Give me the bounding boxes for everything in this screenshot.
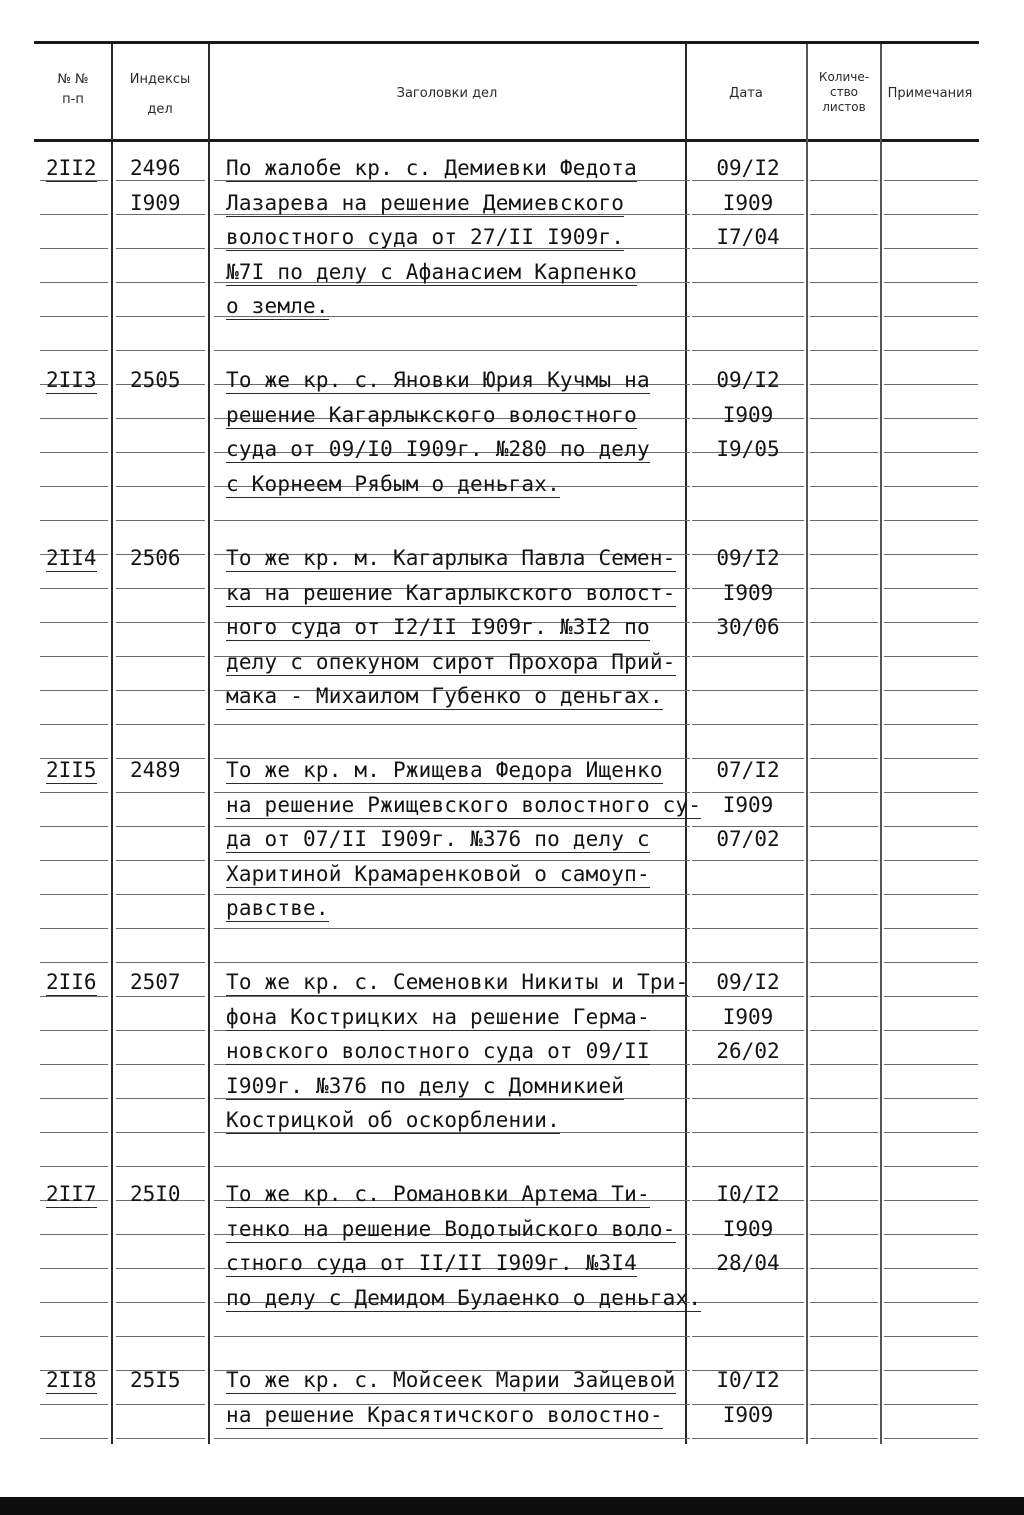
ruled-line [40, 1234, 108, 1235]
header-index: Индексы дел [129, 72, 191, 117]
entry-index: 2496 [130, 156, 181, 180]
ruled-line [40, 826, 108, 827]
ruled-line [884, 520, 978, 521]
entry-date: I0/I2 [716, 1368, 780, 1392]
ruled-line [884, 248, 978, 249]
ruled-line [810, 418, 878, 419]
ruled-line [810, 1370, 878, 1371]
ruled-line [810, 1302, 878, 1303]
entry-number: 2II8 [46, 1368, 97, 1392]
entry-title-line: мака - Михаилом Губенко о деньгах. [226, 684, 663, 708]
ruled-line [884, 690, 978, 691]
entry-title-line: делу с опекуном сирот Прохора Прий- [226, 649, 676, 674]
entry-date: I909 [722, 1004, 774, 1029]
ruled-line [884, 1404, 978, 1405]
entry-date: I909 [722, 792, 774, 817]
ruled-line [884, 792, 978, 793]
ruled-line [810, 316, 878, 317]
ruled-line [40, 1166, 108, 1167]
ruled-line [40, 214, 108, 215]
entry-title-line: на решение Красятичского волостно- [226, 1402, 663, 1427]
ruled-line [692, 928, 804, 929]
ruled-line [810, 656, 878, 657]
ruled-line [116, 690, 205, 691]
entry-index: 2506 [130, 546, 181, 570]
ruled-line [214, 520, 690, 521]
entry-date: 09/I2 [716, 156, 780, 180]
entry-title-line: решение Кагарлыкского волостного [226, 402, 637, 427]
ruled-line [40, 1030, 108, 1031]
ruled-line [884, 1336, 978, 1337]
entry-title-line: стного суда от II/II I909г. №3I4 [226, 1251, 637, 1275]
ruled-line [810, 350, 878, 351]
ruled-line [116, 1438, 205, 1439]
entry-date: I909 [722, 1216, 774, 1241]
ruled-line [884, 1268, 978, 1269]
ruled-line [40, 860, 108, 861]
ruled-line [810, 690, 878, 691]
ruled-line [692, 996, 804, 997]
ruled-line [116, 248, 205, 249]
ruled-line [810, 282, 878, 283]
entry-date: I909 [722, 190, 774, 215]
ruled-line [810, 248, 878, 249]
ruled-line [116, 1064, 205, 1065]
ruled-line [810, 996, 878, 997]
ruled-line [810, 452, 878, 453]
ruled-line [692, 350, 804, 351]
ruled-line [810, 384, 878, 385]
ruled-line [810, 1098, 878, 1099]
ruled-line [116, 792, 205, 793]
entry-date: I7/04 [716, 225, 780, 249]
header-sheet-count: Количе- ство листов [818, 70, 870, 114]
entry-title-line: То же кр. с. Яновки Юрия Кучмы на [226, 368, 650, 392]
ruled-line [884, 656, 978, 657]
ruled-line [692, 1132, 804, 1133]
ruled-line [40, 316, 108, 317]
ruled-line [116, 520, 205, 521]
ruled-line [884, 214, 978, 215]
header-date: Дата [729, 86, 763, 101]
ruled-line [884, 962, 978, 963]
header-notes: Примечания [887, 86, 973, 101]
ruled-line [40, 588, 108, 589]
entry-title-line: новского волостного суда от 09/II [226, 1039, 650, 1063]
ruled-line [692, 1302, 804, 1303]
entry-title-line: №7I по делу с Афанасием Карпенко [226, 259, 637, 284]
entry-date: 07/02 [716, 827, 780, 851]
ruled-line [692, 1064, 804, 1065]
ruled-line [810, 180, 878, 181]
ruled-line [884, 1166, 978, 1167]
ruled-line [884, 180, 978, 181]
ruled-line [214, 724, 690, 725]
entry-date: 30/06 [716, 615, 780, 639]
entry-date: 26/02 [716, 1039, 780, 1063]
ruled-line [40, 1132, 108, 1133]
entry-title-line: То же кр. с. Романовки Артема Ти- [226, 1182, 650, 1206]
entry-title-line: равстве. [226, 896, 329, 920]
ruled-line [884, 826, 978, 827]
ruled-line [884, 316, 978, 317]
ruled-line [810, 758, 878, 759]
ruled-line [884, 894, 978, 895]
entry-title-line: по делу с Демидом Булаенко о деньгах. [226, 1285, 702, 1310]
entry-title-line: Харитиной Крамаренковой о самоуп- [226, 861, 650, 886]
ruled-line [692, 1336, 804, 1337]
entry-date: I909 [722, 402, 774, 427]
ruled-line [884, 860, 978, 861]
ruled-line [214, 1166, 690, 1167]
entry-date: 28/04 [716, 1251, 780, 1275]
ruled-line [810, 486, 878, 487]
ruled-line [40, 622, 108, 623]
ruled-line [116, 1132, 205, 1133]
ruled-line [692, 962, 804, 963]
entry-title-line: фона Кострицких на решение Герма- [226, 1004, 650, 1029]
ruled-line [884, 1200, 978, 1201]
entry-number: 2II6 [46, 970, 97, 994]
column-divider-4 [806, 44, 808, 1444]
ruled-line [884, 1030, 978, 1031]
ruled-line [116, 656, 205, 657]
entry-number: 2II3 [46, 368, 97, 392]
ruled-line [810, 214, 878, 215]
ruled-line [692, 486, 804, 487]
ruled-line [692, 520, 804, 521]
ruled-line [884, 724, 978, 725]
ruled-line [40, 1064, 108, 1065]
ruled-line [116, 894, 205, 895]
entry-index: 25I5 [130, 1368, 181, 1392]
header-bottom-border [34, 139, 979, 142]
entry-index: 25I0 [130, 1182, 181, 1206]
ruled-line [884, 1132, 978, 1133]
entry-number: 2II7 [46, 1182, 97, 1206]
ruled-line [116, 282, 205, 283]
ruled-line [810, 894, 878, 895]
ruled-line [116, 826, 205, 827]
ruled-line [214, 996, 690, 997]
ruled-line [810, 962, 878, 963]
ruled-line [692, 1166, 804, 1167]
column-divider-2 [208, 44, 210, 1444]
entry-date: I0/I2 [716, 1182, 780, 1206]
ruled-line [116, 724, 205, 725]
ruled-line [884, 282, 978, 283]
ruled-line [40, 928, 108, 929]
header-number: № № п-п [57, 72, 89, 107]
ruled-line [810, 1166, 878, 1167]
ruled-line [40, 656, 108, 657]
ruled-line [884, 1234, 978, 1235]
ruled-line [810, 1336, 878, 1337]
ruled-line [884, 758, 978, 759]
entry-title-line: То же кр. с. Мойсеек Марии Зайцевой [226, 1368, 676, 1392]
ruled-line [40, 452, 108, 453]
entry-number: 2II4 [46, 546, 97, 570]
ruled-line [116, 486, 205, 487]
ruled-line [692, 1030, 804, 1031]
entry-title-line: ка на решение Кагарлыкского волост- [226, 580, 676, 605]
ruled-line [116, 588, 205, 589]
entry-date: I909 [722, 580, 774, 605]
entry-date: I9/05 [716, 437, 780, 461]
ruled-line [116, 1030, 205, 1031]
ruled-line [884, 1302, 978, 1303]
entry-date: 09/I2 [716, 970, 780, 994]
table-top-border [34, 41, 979, 44]
entry-title-line: волостного суда от 27/II I909г. [226, 225, 625, 249]
ruled-line [884, 486, 978, 487]
ruled-line [40, 282, 108, 283]
ruled-line [692, 316, 804, 317]
ruled-line [214, 1336, 690, 1337]
ruled-line [116, 1302, 205, 1303]
ruled-line [116, 1166, 205, 1167]
ruled-line [810, 792, 878, 793]
ruled-line [810, 1200, 878, 1201]
scan-bottom-edge [0, 1497, 1024, 1515]
ruled-line [116, 180, 205, 181]
ruled-line [40, 486, 108, 487]
ruled-line [810, 928, 878, 929]
ruled-line [810, 554, 878, 555]
ruled-line [214, 1438, 690, 1439]
ruled-line [116, 418, 205, 419]
entry-title-line: То же кр. с. Семеновки Никиты и Три- [226, 970, 689, 994]
column-divider-5 [880, 44, 882, 1444]
ruled-line [692, 1098, 804, 1099]
ruled-line [810, 724, 878, 725]
ruled-line [40, 792, 108, 793]
ruled-line [40, 1404, 108, 1405]
ruled-line [810, 1064, 878, 1065]
column-divider-1 [111, 44, 113, 1444]
entry-index: I909 [130, 190, 181, 215]
ruled-line [692, 1438, 804, 1439]
entry-title-line: ного суда от I2/II I909г. №3I2 по [226, 615, 650, 639]
ruled-line [40, 1098, 108, 1099]
ruled-line [40, 996, 108, 997]
ruled-line [692, 860, 804, 861]
ruled-line [692, 656, 804, 657]
ruled-line [116, 622, 205, 623]
ruled-line [214, 962, 690, 963]
ruled-line [40, 1302, 108, 1303]
entry-title-line: о земле. [226, 294, 329, 318]
ruled-line [884, 588, 978, 589]
entry-title-line: да от 07/II I909г. №376 по делу с [226, 827, 650, 851]
ruled-line [40, 1438, 108, 1439]
entry-title-line: Лазарева на решение Демиевского [226, 190, 625, 215]
ruled-line [884, 928, 978, 929]
ruled-line [692, 690, 804, 691]
ruled-line [116, 996, 205, 997]
ruled-line [116, 1336, 205, 1337]
ruled-line [810, 520, 878, 521]
ruled-line [116, 1268, 205, 1269]
ruled-line [810, 1404, 878, 1405]
entry-title-line: на решение Ржищевского волостного су- [226, 792, 702, 817]
ruled-line [40, 1336, 108, 1337]
entry-title-line: тенко на решение Водотыйского воло- [226, 1216, 676, 1241]
entry-index: 2505 [130, 368, 181, 392]
ruled-line [810, 588, 878, 589]
ruled-line [884, 554, 978, 555]
ruled-line [884, 622, 978, 623]
ruled-line [884, 996, 978, 997]
entry-number: 2II5 [46, 758, 97, 782]
ruled-line [40, 350, 108, 351]
ruled-line [40, 520, 108, 521]
ruled-line [810, 1438, 878, 1439]
ruled-line [40, 962, 108, 963]
entry-title-line: То же кр. м. Кагарлыка Павла Семен- [226, 546, 676, 570]
entry-date: 09/I2 [716, 368, 780, 392]
ruled-line [884, 1370, 978, 1371]
ruled-line [884, 350, 978, 351]
ruled-line [692, 894, 804, 895]
ruled-line [40, 690, 108, 691]
entry-title-line: I909г. №376 по делу с Домникией [226, 1073, 625, 1098]
entry-date: I909 [722, 1402, 774, 1427]
entry-date: 09/I2 [716, 546, 780, 570]
ruled-line [116, 1098, 205, 1099]
ruled-line [810, 826, 878, 827]
entry-title-line: Кострицкой об оскорблении. [226, 1108, 560, 1132]
ruled-line [214, 894, 690, 895]
ruled-line [810, 1268, 878, 1269]
entry-title-line: суда от 09/I0 I909г. №280 по делу [226, 437, 650, 461]
ruled-line [884, 384, 978, 385]
ruled-line [884, 1438, 978, 1439]
ruled-line [40, 1268, 108, 1269]
header-title: Заголовки дел [396, 86, 498, 101]
ruled-line [692, 180, 804, 181]
ruled-line [884, 452, 978, 453]
ruled-line [116, 316, 205, 317]
entry-title-line: с Корнеем Рябым о деньгах. [226, 471, 560, 496]
ruled-line [810, 622, 878, 623]
ruled-line [810, 860, 878, 861]
entry-date: 07/I2 [716, 758, 780, 782]
ruled-line [810, 1030, 878, 1031]
ruled-line [116, 928, 205, 929]
ruled-line [884, 418, 978, 419]
entry-index: 2507 [130, 970, 181, 994]
ruled-line [214, 350, 690, 351]
entry-number: 2II2 [46, 156, 97, 180]
ruled-line [116, 1404, 205, 1405]
ruled-line [884, 1098, 978, 1099]
ruled-line [810, 1234, 878, 1235]
ruled-line [40, 248, 108, 249]
ruled-line [810, 1132, 878, 1133]
ruled-line [40, 418, 108, 419]
ruled-line [692, 282, 804, 283]
ruled-line [116, 452, 205, 453]
ruled-line [40, 894, 108, 895]
ruled-line [884, 1064, 978, 1065]
ruled-line [116, 962, 205, 963]
ruled-line [40, 724, 108, 725]
ruled-line [116, 350, 205, 351]
entry-index: 2489 [130, 758, 181, 782]
entry-title-line: То же кр. м. Ржищева Федора Ищенко [226, 758, 663, 782]
ruled-line [116, 1234, 205, 1235]
entry-title-line: По жалобе кр. с. Демиевки Федота [226, 156, 637, 180]
ruled-line [692, 724, 804, 725]
ruled-line [214, 928, 690, 929]
ruled-line [116, 860, 205, 861]
